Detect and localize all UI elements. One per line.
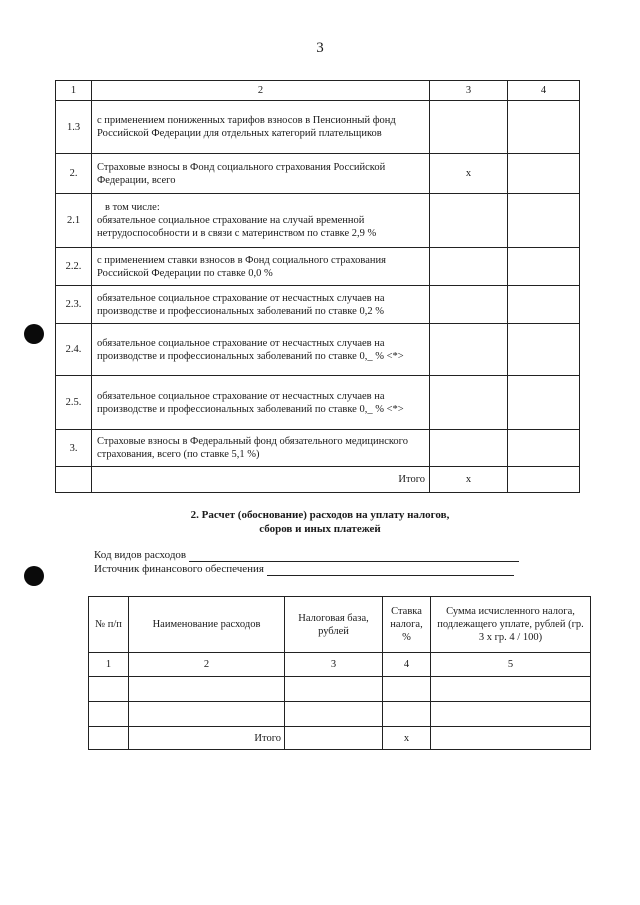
table-row [56,324,580,376]
col3-cell: х [430,154,508,194]
row-description: обязательное социальное страхование от несчастных случаев на производстве и профессиональных заболеваний по ставке 0,2 % [92,286,430,324]
col3-cell [430,376,508,430]
total-row [89,727,591,750]
table-cell[interactable] [129,702,285,727]
col3-cell [430,194,508,248]
table-row [56,286,580,324]
table-cell[interactable] [285,702,383,727]
table-cell[interactable] [431,702,591,727]
column-number: 4 [383,653,431,677]
col4-cell [508,324,580,376]
total-col5 [431,727,591,750]
row-number: 2.3. [56,286,92,324]
row-description: Страховые взносы в Фонд социального страхования Российской Федерации, всего [92,154,430,194]
expense-code-line[interactable] [189,550,519,562]
col4-cell [508,101,580,154]
col4-cell [508,376,580,430]
total-row [56,467,580,493]
total-empty-cell [56,467,92,493]
col4-cell [508,248,580,286]
header-cell: Ставка налога, % [383,597,431,653]
row-number: 2.5. [56,376,92,430]
table-cell[interactable] [383,677,431,702]
table-cell[interactable] [383,702,431,727]
table-row [56,248,580,286]
header-cell: Сумма исчисленного налога, подлежащего уплате, рублей (гр. 3 х гр. 4 / 100) [431,597,591,653]
header-cell: № п/п [89,597,129,653]
insurance-contributions-table [55,80,580,493]
total-col3 [285,727,383,750]
total-col4: х [383,727,431,750]
row-number: 1.3 [56,101,92,154]
col3-cell [430,101,508,154]
col3-cell [430,248,508,286]
column-number: 2 [129,653,285,677]
table-header-row [89,597,591,653]
total-label: Итого [129,727,285,750]
row-description: обязательное социальное страхование от несчастных случаев на производстве и профессиональных заболеваний по ставке 0,_ % <*> [92,324,430,376]
col4-cell [508,286,580,324]
table-cell[interactable] [89,677,129,702]
section-title-line1: 2. Расчет (обоснование) расходов на уплату налогов, [190,509,450,521]
table-cell[interactable] [431,677,591,702]
table-row [56,376,580,430]
table-row [89,677,591,702]
table-row [56,430,580,467]
row-number: 2.2. [56,248,92,286]
table-row [56,194,580,248]
col3-cell [430,324,508,376]
table-header-row [56,81,580,101]
table-row [89,702,591,727]
row-number: 2.1 [56,194,92,248]
row-description: с применением ставки взносов в Фонд социального страхования Российской Федерации по ставке 0,0 % [92,248,430,286]
row-number: 2. [56,154,92,194]
funding-source-field [94,563,514,576]
total-col3: х [430,467,508,493]
total-empty-cell [89,727,129,750]
table-cell[interactable] [129,677,285,702]
col3-cell [430,286,508,324]
expense-code-field [94,549,519,562]
funding-source-line[interactable] [267,564,514,576]
punch-hole-icon [24,566,44,586]
header-cell: Налоговая база, рублей [285,597,383,653]
row-number: 3. [56,430,92,467]
table-row [56,154,580,194]
table-row [56,101,580,154]
row-text: обязательное социальное страхование на случай временной нетрудоспособности и в связи с материнством по ставке 2,9 % [97,215,377,239]
header-cell: 1 [56,81,92,101]
tax-calculation-table [88,596,591,750]
header-cell: 4 [508,81,580,101]
column-number-row [89,653,591,677]
row-description: обязательное социальное страхование от несчастных случаев на производстве и профессиональных заболеваний по ставке 0,_ % <*> [92,376,430,430]
col4-cell [508,154,580,194]
table-cell[interactable] [285,677,383,702]
row-intro-text: в том числе: [105,202,160,213]
row-number: 2.4. [56,324,92,376]
column-number: 3 [285,653,383,677]
col4-cell [508,430,580,467]
header-cell: Наименование расходов [129,597,285,653]
row-description [92,194,430,248]
header-cell: 2 [92,81,430,101]
table-cell[interactable] [89,702,129,727]
header-cell: 3 [430,81,508,101]
funding-source-label: Источник финансового обеспечения [94,563,264,575]
expense-code-label: Код видов расходов [94,549,187,561]
row-description: с применением пониженных тарифов взносов в Пенсионный фонд Российской Федерации для отдельных категорий плательщиков [92,101,430,154]
total-col4 [508,467,580,493]
column-number: 1 [89,653,129,677]
section-title-line2: сборов и иных платежей [259,523,381,535]
row-description: Страховые взносы в Федеральный фонд обязательного медицинского страхования, всего (по ставке 5,1 %) [92,430,430,467]
punch-hole-icon [24,324,44,344]
column-number: 5 [431,653,591,677]
section-title [0,508,640,536]
page-number: 3 [316,40,324,56]
total-label: Итого [92,467,430,493]
col4-cell [508,194,580,248]
col3-cell [430,430,508,467]
